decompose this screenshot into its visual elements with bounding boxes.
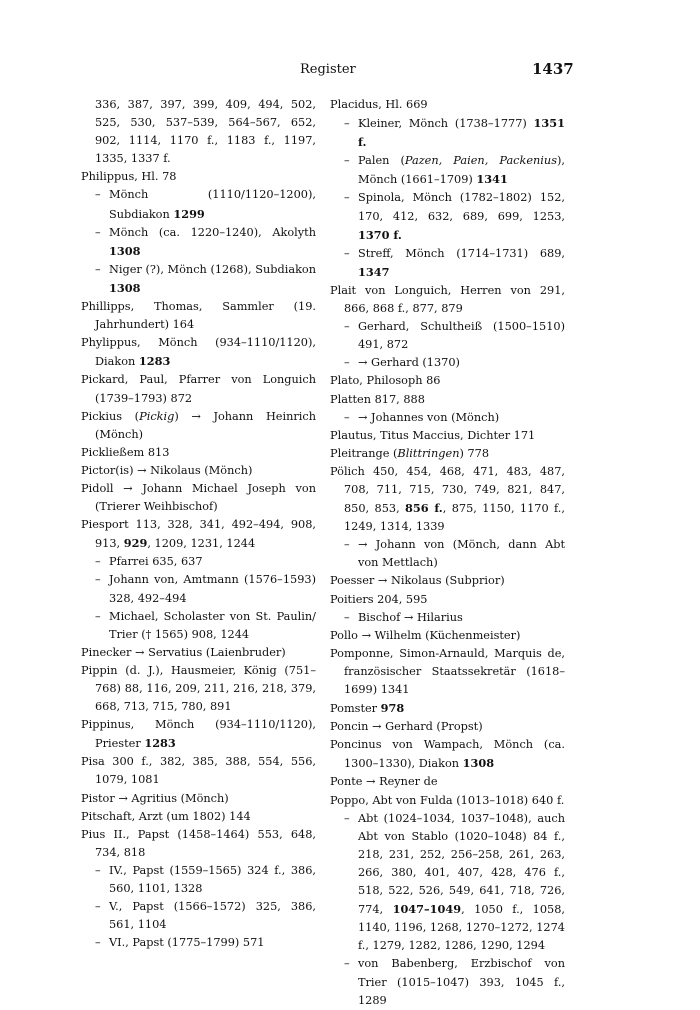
- entry-text: Mönch (ca. 1220–1240), Akolyth 1308: [109, 225, 316, 258]
- entry-text: Poppo, Abt von Fulda (1013–1018) 640 f.: [330, 793, 565, 807]
- index-entry: [330, 773, 565, 791]
- subentry-dash: –: [344, 957, 350, 971]
- index-subentry: [81, 553, 316, 571]
- entry-text: Streff, Mönch (1714–1731) 689, 1347: [358, 246, 565, 279]
- entry-text: Pickard, Paul, Pfarrer von Longuich (1739–1793) 872: [81, 373, 316, 405]
- entry-text: Poncin → Gerhard (Propst): [330, 720, 483, 734]
- index-entry: [81, 753, 316, 789]
- index-subentry: [81, 862, 316, 898]
- subentry-dash: –: [95, 555, 101, 569]
- entry-text: Pidoll → Johann Michael Joseph von (Trierer Weihbischof): [81, 481, 316, 514]
- subentry-dash: –: [95, 225, 101, 239]
- index-subentry: [330, 114, 565, 152]
- index-subentry: [330, 189, 565, 244]
- entry-text: Pleitrange (Blittringen) 778: [330, 446, 490, 460]
- entry-text: Pinecker → Servatius (Laienbruder): [81, 645, 286, 659]
- index-subentry: [330, 409, 565, 427]
- page-header: [0, 60, 700, 80]
- index-entry: [330, 391, 565, 409]
- entry-text: Pollo → Wilhelm (Küchenmeister): [330, 628, 521, 642]
- entry-text: Gerhard, Schultheiß (1500–1510) 491, 872: [358, 320, 565, 352]
- index-subentry: [81, 186, 316, 223]
- subentry-dash: –: [95, 609, 101, 623]
- entry-text: Piesport 113, 328, 341, 492–494, 908, 913, 929, 1209, 1231, 1244: [81, 518, 316, 551]
- subentry-dash: –: [344, 538, 350, 552]
- entry-text: Phillipps, Thomas, Sammler (19. Jahrhundert) 164: [81, 300, 316, 332]
- entry-text: IV., Papst (1559–1565) 324 f., 386, 560, 1101, 1328: [109, 863, 316, 896]
- index-entry: [330, 645, 565, 699]
- entry-text: Pfarrei 635, 637: [109, 555, 203, 569]
- subentry-dash: –: [344, 410, 350, 424]
- subentry-dash: –: [95, 573, 101, 587]
- index-subentry: [81, 934, 316, 952]
- index-entry: [330, 699, 565, 718]
- index-entry: [81, 462, 316, 480]
- entry-text: Plait von Longuich, Herren von 291, 866, 868 f., 877, 879: [330, 283, 565, 316]
- index-subentry: [81, 224, 316, 261]
- entry-text: Kleiner, Mönch (1738–1777) 1351 f.: [358, 116, 565, 150]
- entry-text: Michael, Scholaster von St. Paulin/ Trier († 1565) 908, 1244: [109, 609, 316, 641]
- entry-text: Poncinus von Wampach, Mönch (ca. 1300–1330), Diakon 1308: [330, 738, 565, 771]
- entry-text: Pistor → Agritius (Mönch): [81, 791, 229, 805]
- entry-text: Platten 817, 888: [330, 392, 425, 406]
- index-entry: [81, 480, 316, 516]
- subentry-dash: –: [95, 900, 101, 914]
- index-entry: [81, 826, 316, 862]
- subentry-dash: –: [344, 320, 350, 334]
- index-entry: [81, 444, 316, 462]
- index-subentry: [330, 245, 565, 282]
- index-subentry: [330, 354, 565, 372]
- entry-text: Mönch (1110/1120–1200), Subdiakon 1299: [109, 188, 316, 221]
- entry-text: Philippus, Hl. 78: [81, 170, 177, 184]
- index-entry: [81, 371, 316, 407]
- index-entry: [330, 372, 565, 390]
- index-subentry: [330, 318, 565, 354]
- subentry-dash: –: [344, 246, 350, 260]
- entry-text: Pomster 978: [330, 701, 405, 716]
- page-number: 1437: [532, 60, 574, 78]
- index-subentry: [330, 810, 565, 956]
- index-subentry: [81, 898, 316, 934]
- subentry-dash: –: [344, 117, 350, 131]
- entry-text: Johann von, Amtmann (1576–1593) 328, 492–494: [109, 573, 316, 605]
- index-entry: [81, 516, 316, 553]
- subentry-dash: –: [95, 863, 101, 877]
- index-entry: [330, 463, 565, 536]
- subentry-dash: –: [344, 811, 350, 825]
- subentry-dash: –: [95, 936, 101, 950]
- index-subentry: [330, 609, 565, 627]
- entry-text: Pölich 450, 454, 468, 471, 483, 487, 708, 711, 715, 730, 749, 821, 847, 850, 853, 856 f., 875, 1150, 1170 f., 1249, 1314, 1339: [330, 464, 565, 534]
- index-entry: [330, 427, 565, 445]
- entry-text: 336, 387, 397, 399, 409, 494, 502, 525, 530, 537–539, 564–567, 652, 902, 1114, 1170 f., 1183 f., 1197, 1335, 1337 f.: [95, 98, 316, 166]
- index-entry: [330, 282, 565, 318]
- subentry-dash: –: [95, 262, 101, 276]
- entry-text: Abt (1024–1034, 1037–1048), auch Abt von Stablo (1020–1048) 84 f., 218, 231, 252, 256–258, 261, 263, 266, 380, 401, 407, 428, 476 f., 518, 522, 526, 549, 641, 718, 726, 774, 1047–1049, 1050 f., 1058, 1140, 1196, 1268, 1270–1272, 1274 f., 1279, 1282, 1286, 1290, 1294: [358, 811, 566, 953]
- entry-text: Niger (?), Mönch (1268), Subdiakon 1308: [109, 262, 316, 295]
- entry-text: Pomponne, Simon-Arnauld, Marquis de, französischer Staatssekretär (1618–1699) 1341: [330, 646, 565, 696]
- entry-text: Ponte → Reyner de: [330, 775, 438, 789]
- index-entry: [81, 408, 316, 444]
- index-subentry: [81, 261, 316, 298]
- index-entry: [81, 298, 316, 334]
- index-entry: [330, 591, 565, 609]
- index-entry: [81, 96, 316, 168]
- subentry-dash: –: [344, 610, 350, 624]
- index-subentry: [81, 571, 316, 607]
- index-column-left: [81, 96, 316, 952]
- entry-text: → Gerhard (1370): [358, 356, 460, 370]
- index-entry: [330, 627, 565, 645]
- subentry-dash: –: [344, 356, 350, 370]
- index-column-right: [330, 96, 565, 1010]
- entry-text: Pickius (Pickig) → Johann Heinrich (Mönch): [81, 409, 316, 441]
- index-entry: [330, 792, 565, 810]
- entry-text: Bischof → Hilarius: [358, 610, 463, 624]
- entry-text: Palen (Pazen, Paien, Packenius), Mönch (1661–1709) 1341: [358, 154, 565, 187]
- entry-text: Pisa 300 f., 382, 385, 388, 554, 556, 1079, 1081: [81, 755, 316, 787]
- index-entry: [330, 96, 565, 114]
- subentry-dash: –: [95, 188, 101, 202]
- entry-text: Pickließem 813: [81, 445, 170, 459]
- running-title: Register: [300, 62, 356, 77]
- entry-text: Plato, Philosoph 86: [330, 374, 441, 388]
- index-subentry: [81, 608, 316, 644]
- index-subentry: [330, 955, 565, 1009]
- entry-text: Plautus, Titus Maccius, Dichter 171: [330, 428, 536, 442]
- subentry-dash: –: [344, 154, 350, 168]
- index-entry: [81, 716, 316, 753]
- entry-text: → Johannes von (Mönch): [358, 410, 500, 424]
- index-entry: [330, 718, 565, 736]
- index-entry: [81, 168, 316, 186]
- entry-text: → Johann von (Mönch, dann Abt von Mettlach): [358, 538, 565, 570]
- entry-text: von Babenberg, Erzbischof von Trier (1015–1047) 393, 1045 f., 1289: [358, 957, 565, 1007]
- entry-text: Pictor(is) → Nikolaus (Mönch): [81, 463, 253, 477]
- entry-text: Pius II., Papst (1458–1464) 553, 648, 734, 818: [81, 827, 316, 859]
- entry-text: V., Papst (1566–1572) 325, 386, 561, 1104: [109, 900, 316, 932]
- index-subentry: [330, 536, 565, 572]
- index-entry: [330, 445, 565, 463]
- entry-text: Spinola, Mönch (1782–1802) 152, 170, 412, 632, 689, 699, 1253, 1370 f.: [358, 191, 565, 242]
- entry-text: Poesser → Nikolaus (Subprior): [330, 574, 505, 588]
- entry-text: Pippin (d. J.), Hausmeier, König (751–768) 88, 116, 209, 211, 216, 218, 379, 668, 713, 715, 780, 891: [81, 663, 316, 714]
- subentry-dash: –: [344, 191, 350, 205]
- entry-text: Pitschaft, Arzt (um 1802) 144: [81, 809, 251, 823]
- entry-text: Pippinus, Mönch (934–1110/1120), Priester 1283: [81, 718, 316, 751]
- entry-text: Placidus, Hl. 669: [330, 98, 428, 111]
- index-entry: [330, 572, 565, 590]
- entry-text: VI., Papst (1775–1799) 571: [109, 936, 265, 950]
- index-entry: [81, 644, 316, 662]
- index-entry: [330, 736, 565, 773]
- index-subentry: [330, 152, 565, 189]
- entry-text: Phylippus, Mönch (934–1110/1120), Diakon 1283: [81, 336, 316, 369]
- entry-text: Poitiers 204, 595: [330, 592, 428, 606]
- index-entry: [81, 790, 316, 808]
- index-entry: [81, 662, 316, 716]
- index-entry: [81, 334, 316, 371]
- index-entry: [81, 808, 316, 826]
